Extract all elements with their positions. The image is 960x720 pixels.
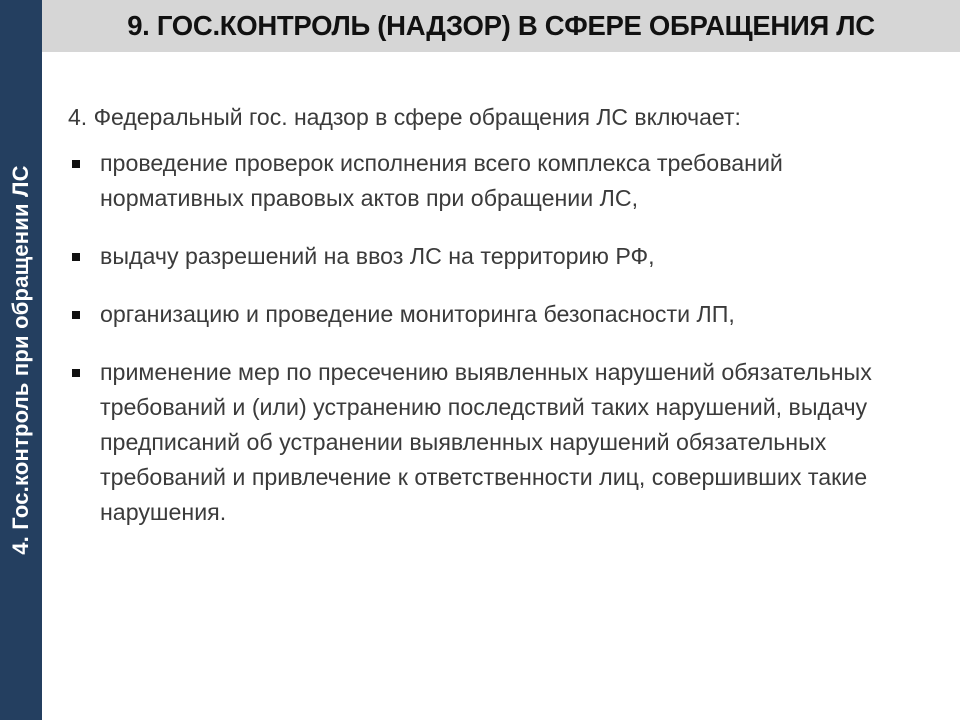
section-label: 4. Гос.контроль при обращении ЛС <box>8 165 33 555</box>
title-band <box>42 0 960 52</box>
slide-title: 9. ГОС.КОНТРОЛЬ (НАДЗОР) В СФЕРЕ ОБРАЩЕНИЯ ЛС <box>127 10 875 41</box>
square-bullet-icon <box>72 311 80 319</box>
bullet-item <box>68 297 928 332</box>
side-bar <box>0 0 42 720</box>
bullet-item <box>68 146 928 216</box>
bullet-item <box>68 355 928 530</box>
bullet-text: проведение проверок исполнения всего комплекса требований нормативных правовых актов при обращении ЛС, <box>100 150 783 211</box>
bullet-list <box>68 146 948 530</box>
square-bullet-icon <box>72 253 80 261</box>
bullet-item <box>68 239 928 274</box>
bullet-text: применение мер по пресечению выявленных нарушений обязательных требований и (или) устранению последствий таких нарушений, выдачу предписаний об устранении выявленных нарушений обязательных требований и привлечение к ответственности лиц, совершивших такие нарушения. <box>100 359 872 525</box>
square-bullet-icon <box>72 369 80 377</box>
bullet-text: организацию и проведение мониторинга безопасности ЛП, <box>100 301 735 327</box>
square-bullet-icon <box>72 160 80 168</box>
bullet-text: выдачу разрешений на ввоз ЛС на территорию РФ, <box>100 243 655 269</box>
slide-body <box>68 100 948 553</box>
intro-text: 4. Федеральный гос. надзор в сфере обращения ЛС включает: <box>68 104 741 130</box>
